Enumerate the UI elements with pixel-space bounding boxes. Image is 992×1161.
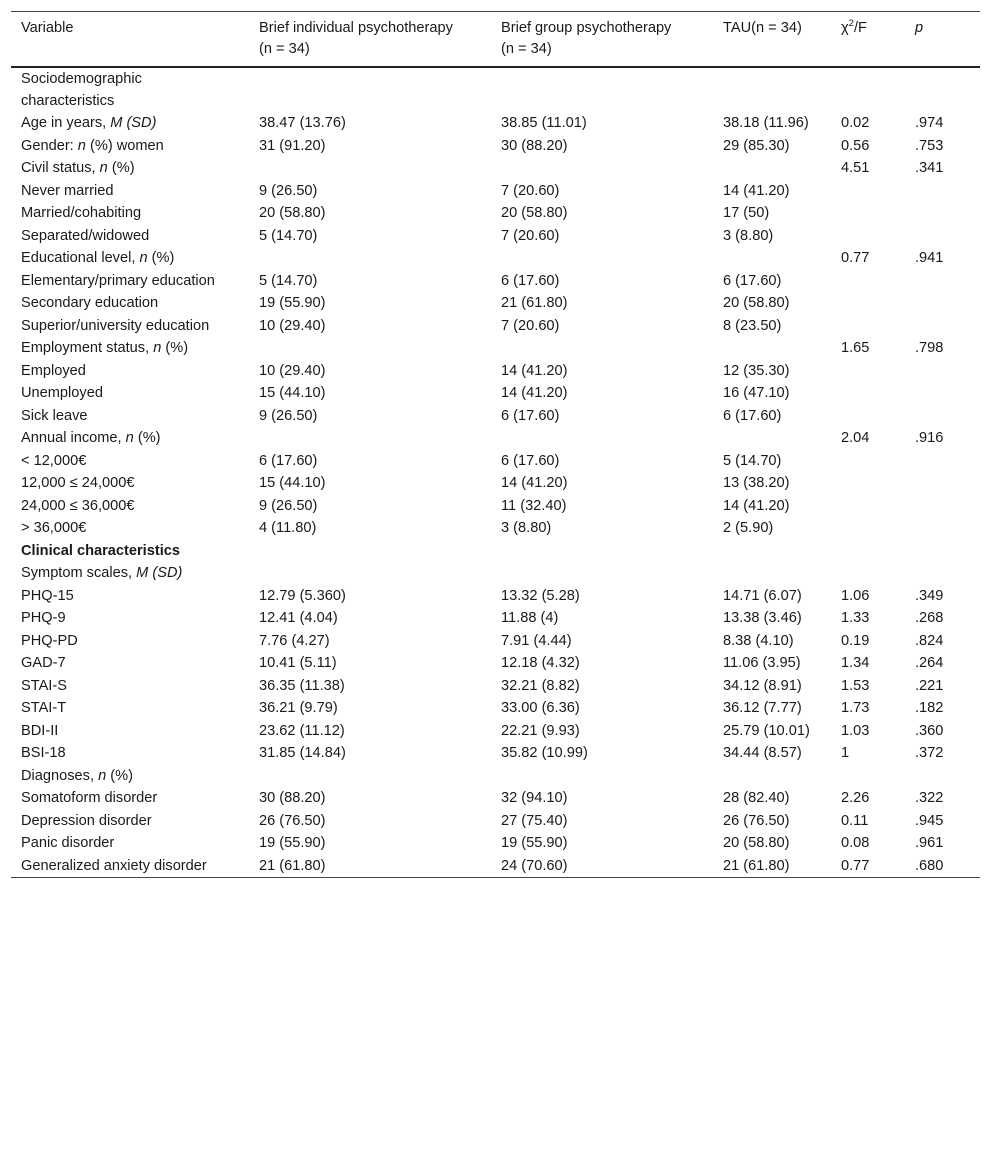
table-row [11,562,980,585]
cell-group: 11.88 (4) [501,610,559,626]
cell-tau: 20 (58.80) [723,295,790,311]
row-label: Somatoform disorder [21,790,158,806]
table-row [11,180,980,203]
cell-individual: 4 (11.80) [259,520,317,536]
cell-individual [249,157,491,180]
cell-group: 7 (20.60) [501,317,560,334]
cell-group: 7 (20.60) [501,182,560,199]
cell-individual: 20 (58.80) [259,205,326,221]
cell-group: 38.85 (11.01) [501,115,587,131]
row-label: Age in years, M (SD) [21,115,157,131]
cell-individual: 5 (14.70) [259,272,318,289]
cell-tau: 8.38 (4.10) [723,632,794,649]
cell-p: .945 [915,812,944,829]
cell-individual: 10.41 (5.11) [259,655,337,671]
cell-p [905,202,980,225]
cell-individual: 9 (26.50) [259,182,318,199]
cell-chi-f: 0.11 [841,812,869,829]
cell-chi-f: 0.77 [841,250,870,266]
row-label: Superior/university education [21,317,210,334]
cell-individual: 30 (88.20) [259,790,326,806]
data-table [11,11,980,878]
cell-tau: 25.79 (10.01) [723,722,810,739]
cell-individual [249,562,491,585]
cell-p: .824 [915,632,944,649]
table-row [11,202,980,225]
header-group: Brief group psychotherapy (n = 34) [501,20,672,57]
cell-individual: 7.76 (4.27) [259,632,330,649]
cell-tau: 12 (35.30) [723,362,790,379]
cell-group: 6 (17.60) [501,452,560,469]
cell-individual: 19 (55.90) [259,295,326,311]
cell-individual [249,247,491,270]
cell-p: .680 [915,857,944,874]
cell-chi-f [831,405,905,428]
cell-chi-f [831,765,905,788]
cell-individual: 21 (61.80) [259,857,326,874]
cell-p [905,540,980,563]
cell-tau: 34.12 (8.91) [723,677,802,694]
table-row [11,810,980,833]
cell-chi-f [831,495,905,518]
table-row [11,247,980,270]
cell-p [905,472,980,495]
table-row [11,675,980,698]
cell-p: .341 [915,160,944,176]
cell-tau: 17 (50) [723,205,770,221]
cell-chi-f [831,382,905,405]
cell-chi-f [831,472,905,495]
row-label: Educational level, n (%) [21,250,175,266]
cell-individual: 10 (29.40) [259,362,326,379]
cell-chi-f: 1.03 [841,722,870,739]
table-row [11,585,980,608]
cell-group: 7 (20.60) [501,227,560,244]
cell-tau: 8 (23.50) [723,317,782,334]
table-row [11,855,980,878]
cell-p: .349 [915,587,944,604]
table-row [11,832,980,855]
cell-p [905,382,980,405]
header-tau: TAU(n = 34) [723,20,802,36]
cell-group: 14 (41.20) [501,362,568,379]
row-label: Secondary education [21,295,159,311]
cell-p: .941 [915,250,944,266]
cell-p: .268 [915,610,944,626]
table-row [11,697,980,720]
cell-p: .916 [915,430,944,446]
table-row [11,427,980,450]
cell-group [491,540,713,563]
table-row [11,292,980,315]
cell-individual: 10 (29.40) [259,317,326,334]
cell-tau: 3 (8.80) [723,227,774,244]
row-label: Sociodemographic characteristics [21,71,142,109]
table-row [11,742,980,765]
cell-chi-f: 1.06 [841,587,870,604]
cell-tau [713,765,831,788]
cell-chi-f [831,202,905,225]
table-header [11,12,980,68]
cell-group: 33.00 (6.36) [501,700,580,716]
table-row [11,405,980,428]
cell-chi-f: 1.53 [841,677,870,694]
cell-group: 11 (32.40) [501,497,567,514]
cell-p [905,495,980,518]
header-chi-f: $\chi^2/F$ [841,18,867,36]
table-row [11,472,980,495]
table-row [11,765,980,788]
row-label: PHQ-9 [21,610,66,626]
row-label: PHQ-PD [21,632,78,649]
cell-group: 6 (17.60) [501,272,560,289]
cell-chi-f: 0.19 [841,632,870,649]
cell-chi-f: 2.26 [841,790,870,806]
cell-individual [249,427,491,450]
cell-group: 12.18 (4.32) [501,655,580,671]
row-label: Annual income, n (%) [21,430,161,446]
cell-tau: 11.06 (3.95) [723,655,801,671]
cell-individual: 31 (91.20) [259,137,326,154]
cell-tau: 29 (85.30) [723,137,790,154]
cell-group: 21 (61.80) [501,295,568,311]
cell-group: 19 (55.90) [501,835,568,851]
cell-chi-f [831,315,905,338]
cell-tau: 13 (38.20) [723,475,790,491]
table-row [11,157,980,180]
cell-tau: 26 (76.50) [723,812,790,829]
cell-chi-f [831,540,905,563]
cell-p: .753 [915,137,944,154]
cell-chi-f: 0.56 [841,137,870,154]
cell-individual: 5 (14.70) [259,227,318,244]
cell-individual: 36.35 (11.38) [259,677,345,694]
cell-chi-f [831,67,905,112]
cell-p: .264 [915,655,944,671]
cell-group: 3 (8.80) [501,520,552,536]
row-label: Sick leave [21,407,88,424]
row-label: Symptom scales, M (SD) [21,565,183,581]
row-label: Never married [21,182,114,199]
cell-chi-f [831,360,905,383]
cell-tau: 21 (61.80) [723,857,790,874]
cell-tau [713,562,831,585]
row-label: BDI-II [21,722,59,739]
cell-chi-f: 1.34 [841,655,870,671]
cell-chi-f: 4.51 [841,160,870,176]
cell-tau: 6 (17.60) [723,407,782,424]
table-row [11,382,980,405]
table-row [11,112,980,135]
cell-tau: 14 (41.20) [723,182,790,199]
row-label: < 12,000€ [21,452,87,469]
table-row [11,652,980,675]
cell-p [905,405,980,428]
row-label: Civil status, n (%) [21,160,135,176]
cell-chi-f: 1.65 [841,340,870,356]
cell-p: .372 [915,745,944,761]
table-row [11,360,980,383]
cell-group: 6 (17.60) [501,407,560,424]
cell-individual [249,67,491,112]
row-label: STAI-S [21,677,67,694]
baseline-characteristics-table [11,11,980,878]
cell-tau [713,337,831,360]
cell-individual: 36.21 (9.79) [259,700,338,716]
cell-p [905,292,980,315]
cell-group: 14 (41.20) [501,475,568,491]
cell-p: .974 [915,115,944,131]
cell-p [905,225,980,248]
cell-chi-f [831,270,905,293]
cell-group [491,247,713,270]
cell-group [491,67,713,112]
row-label: Diagnoses, n (%) [21,767,133,784]
row-label: Panic disorder [21,835,115,851]
table-row [11,135,980,158]
cell-group: 20 (58.80) [501,205,568,221]
cell-tau [713,67,831,112]
cell-group: 24 (70.60) [501,857,568,874]
row-label: STAI-T [21,700,67,716]
cell-tau: 5 (14.70) [723,452,782,469]
cell-group: 22.21 (9.93) [501,722,580,739]
cell-p [905,67,980,112]
row-label: Depression disorder [21,812,152,829]
table-row [11,787,980,810]
cell-group: 32.21 (8.82) [501,677,580,694]
cell-group [491,765,713,788]
cell-group [491,337,713,360]
cell-chi-f: 1 [841,745,850,761]
row-label: Gender: n (%) women [21,137,164,154]
cell-p [905,180,980,203]
row-label: Elementary/primary education [21,272,215,289]
cell-individual: 12.41 (4.04) [259,610,338,626]
cell-chi-f [831,450,905,473]
cell-group [491,562,713,585]
cell-tau: 28 (82.40) [723,790,790,806]
cell-tau: 13.38 (3.46) [723,610,802,626]
cell-individual [249,540,491,563]
cell-p [905,315,980,338]
cell-chi-f [831,517,905,540]
cell-individual [249,337,491,360]
cell-chi-f: 1.73 [841,700,870,716]
row-label: Employed [21,362,86,379]
header-individual: Brief individual psychotherapy (n = 34) [259,20,453,57]
table-row [11,630,980,653]
cell-p [905,562,980,585]
cell-chi-f [831,225,905,248]
row-label: Generalized anxiety disorder [21,857,207,874]
cell-tau: 6 (17.60) [723,272,782,289]
cell-chi-f: 0.77 [841,857,870,874]
cell-chi-f [831,180,905,203]
cell-p: .182 [915,700,944,716]
cell-tau: 38.18 (11.96) [723,115,809,131]
cell-group: 14 (41.20) [501,385,568,401]
cell-individual: 9 (26.50) [259,407,318,424]
cell-p: .798 [915,340,944,356]
row-label: Married/cohabiting [21,205,142,221]
table-row [11,67,980,112]
cell-individual: 31.85 (14.84) [259,745,346,761]
header-row [11,12,980,68]
row-label: Separated/widowed [21,227,150,244]
table-row [11,607,980,630]
row-label: 12,000 ≤ 24,000€ [21,475,135,491]
table-row [11,270,980,293]
table-row [11,315,980,338]
cell-individual [249,765,491,788]
cell-tau: 14.71 (6.07) [723,587,802,604]
cell-tau: 16 (47.10) [723,385,790,401]
cell-individual: 19 (55.90) [259,835,326,851]
cell-p: .961 [915,835,944,851]
header-p: p [915,20,924,36]
cell-chi-f [831,292,905,315]
table-row [11,225,980,248]
cell-individual: 9 (26.50) [259,497,318,514]
table-row [11,337,980,360]
table-row [11,450,980,473]
row-label: BSI-18 [21,745,66,761]
cell-individual: 23.62 (11.12) [259,722,345,739]
table-row [11,540,980,563]
cell-tau: 36.12 (7.77) [723,700,802,716]
cell-p [905,517,980,540]
cell-tau [713,247,831,270]
cell-tau [713,427,831,450]
cell-chi-f: 0.08 [841,835,870,851]
cell-chi-f: 1.33 [841,610,870,626]
row-label: PHQ-15 [21,587,74,604]
cell-group: 32 (94.10) [501,790,568,806]
cell-individual: 15 (44.10) [259,385,326,401]
cell-individual: 38.47 (13.76) [259,115,346,131]
cell-individual: 6 (17.60) [259,452,318,469]
cell-tau: 20 (58.80) [723,835,790,851]
cell-tau [713,157,831,180]
cell-p: .322 [915,790,944,806]
cell-individual: 12.79 (5.360) [259,587,346,604]
cell-group: 13.32 (5.28) [501,587,580,604]
row-label: Clinical characteristics [21,542,180,559]
cell-group: 35.82 (10.99) [501,745,588,761]
cell-tau [713,540,831,563]
cell-p [905,765,980,788]
cell-p [905,270,980,293]
header-variable: Variable [21,20,74,36]
cell-group: 7.91 (4.44) [501,632,572,649]
cell-p [905,360,980,383]
row-label: Unemployed [21,385,103,401]
cell-p: .221 [915,677,944,694]
cell-chi-f: 2.04 [841,430,870,446]
cell-chi-f [831,562,905,585]
cell-group [491,157,713,180]
row-label: GAD-7 [21,655,66,671]
table-row [11,517,980,540]
cell-p [905,450,980,473]
cell-chi-f: 0.02 [841,115,870,131]
table-row [11,495,980,518]
cell-tau: 34.44 (8.57) [723,745,802,761]
cell-individual: 26 (76.50) [259,812,326,829]
table-body [11,67,980,878]
row-label: Employment status, n (%) [21,340,189,356]
cell-group: 30 (88.20) [501,137,568,154]
cell-individual: 15 (44.10) [259,475,326,491]
cell-tau: 2 (5.90) [723,520,774,536]
cell-tau: 14 (41.20) [723,497,790,514]
table-row [11,720,980,743]
row-label: > 36,000€ [21,520,87,536]
cell-p: .360 [915,722,944,739]
row-label: 24,000 ≤ 36,000€ [21,497,135,514]
cell-group [491,427,713,450]
cell-group: 27 (75.40) [501,812,568,829]
